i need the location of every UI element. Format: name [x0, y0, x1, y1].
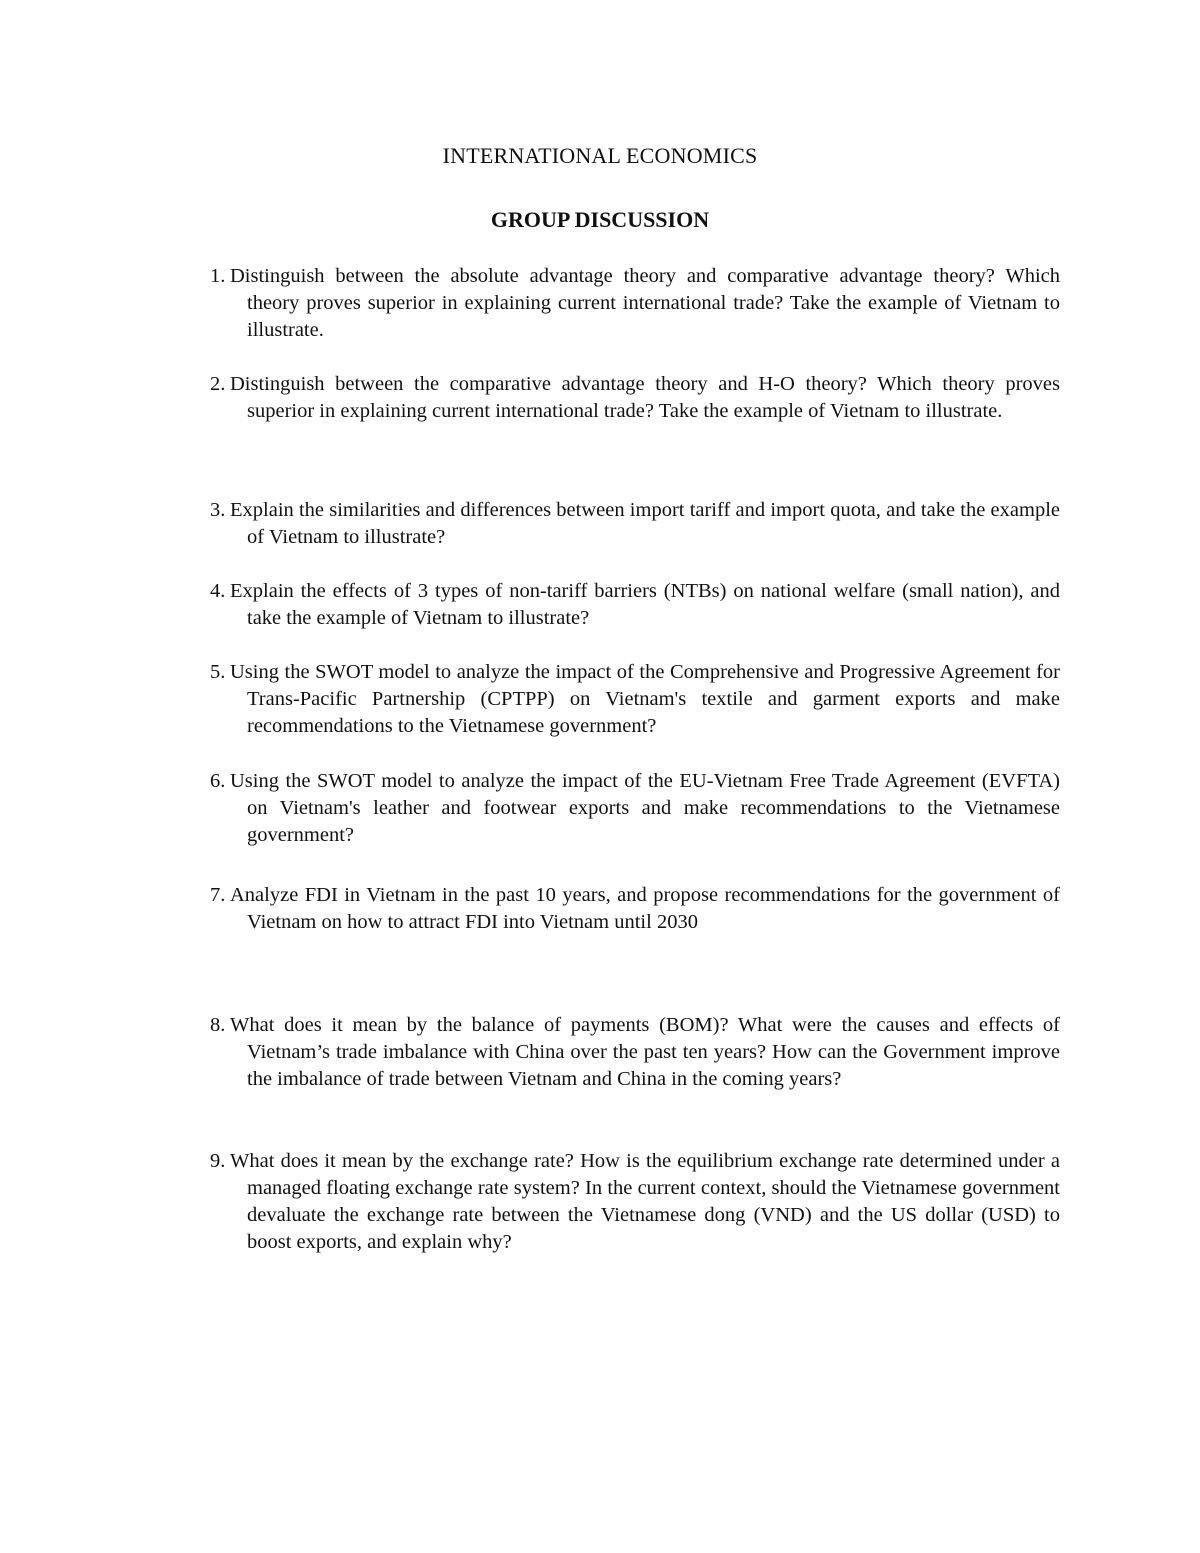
question-number: 8. — [210, 1014, 226, 1036]
question-number: 3. — [210, 499, 226, 521]
document-subtitle: GROUP DISCUSSION — [490, 207, 710, 232]
question-text: Using the SWOT model to analyze the impact of the EU-Vietnam Free Trade Agreement (EVFTA) on Vietnam's leather and footwear exports and make recommendations to the Vietnamese government? — [230, 770, 1060, 846]
question-text: Distinguish between the comparative advantage theory and H-O theory? Which theory proves superior in explaining current international trade? Take the example of Vietnam to illustrate. — [230, 373, 1060, 422]
question-item — [210, 659, 1060, 740]
question-item — [210, 263, 1060, 344]
question-item — [210, 882, 1060, 936]
question-number: 1. — [210, 265, 226, 287]
question-text: Using the SWOT model to analyze the impact of the Comprehensive and Progressive Agreement for Trans-Pacific Partnership (CPTPP) on Vietnam's textile and garment exports and make recommendations to the Vietnamese government? — [230, 661, 1060, 737]
question-number: 5. — [210, 661, 226, 683]
question-number: 6. — [210, 770, 226, 792]
question-number: 7. — [210, 884, 226, 906]
question-text: Analyze FDI in Vietnam in the past 10 years, and propose recommendations for the government of Vietnam on how to attract FDI into Vietnam until 2030 — [230, 884, 1060, 933]
question-text: Distinguish between the absolute advantage theory and comparative advantage theory? Which theory proves superior in explaining current international trade? Take the example of Vietnam to illustrate. — [230, 265, 1060, 341]
question-item — [210, 371, 1060, 425]
question-text: What does it mean by the balance of payments (BOM)? What were the causes and effects of Vietnam’s trade imbalance with China over the past ten years? How can the Government improve the imbalance of trade between Vietnam and China in the coming years? — [230, 1014, 1060, 1090]
question-item — [210, 768, 1060, 849]
question-item — [210, 1012, 1060, 1093]
question-number: 4. — [210, 580, 226, 602]
question-text: What does it mean by the exchange rate? How is the equilibrium exchange rate determined under a managed floating exchange rate system? In the current context, should the Vietnamese government devaluate the exchange rate between the Vietnamese dong (VND) and the US dollar (USD) to boost exports, and explain why? — [230, 1150, 1060, 1253]
question-text: Explain the similarities and differences between import tariff and import quota, and take the example of Vietnam to illustrate? — [230, 499, 1060, 548]
question-item — [210, 497, 1060, 551]
question-item — [210, 1148, 1060, 1256]
question-number: 2. — [210, 373, 226, 395]
question-item — [210, 578, 1060, 632]
question-number: 9. — [210, 1150, 226, 1172]
document-title: INTERNATIONAL ECONOMICS — [442, 143, 758, 168]
question-text: Explain the effects of 3 types of non-tariff barriers (NTBs) on national welfare (small nation), and take the example of Vietnam to illustrate? — [230, 580, 1060, 629]
